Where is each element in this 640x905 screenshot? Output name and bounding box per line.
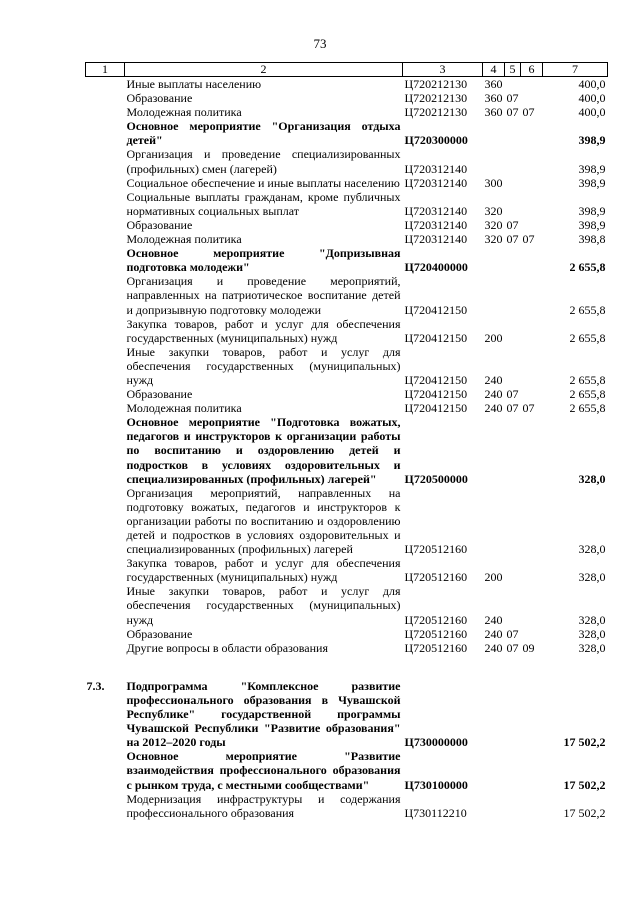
expense-type-code: 360 bbox=[484, 91, 503, 106]
expense-type-code: 240 bbox=[484, 387, 503, 402]
section-code bbox=[505, 77, 521, 92]
target-code: Ц720512160 bbox=[404, 542, 468, 557]
table-row bbox=[86, 415, 608, 485]
table-row bbox=[86, 627, 608, 641]
table-row bbox=[86, 486, 608, 556]
expense-type-code bbox=[483, 415, 505, 485]
expense-type-code bbox=[483, 246, 505, 274]
expense-name: Социальное обеспечение и иные выплаты населению bbox=[126, 175, 400, 190]
section-code bbox=[505, 147, 521, 175]
target-code: Ц720212130 bbox=[404, 77, 468, 91]
section-code bbox=[505, 119, 521, 147]
expense-name: Образование bbox=[126, 217, 193, 232]
expense-name: Организация и проведение мероприятий, направленных на патриотическое воспитание детей и допризывную подготовку молодежи bbox=[126, 274, 401, 317]
expense-name: Подпрограмма "Комплексное развитие профессионального образования в Чувашской Республике" государственной программы Чувашской Республики "Развитие образования" на 2012–2020 годы bbox=[126, 678, 401, 750]
target-code: Ц720412150 bbox=[404, 372, 468, 387]
amount: 17 502,2 bbox=[563, 805, 606, 820]
subsection-code: 07 bbox=[522, 401, 535, 416]
expense-type-code bbox=[483, 486, 505, 556]
amount: 400,0 bbox=[578, 91, 606, 106]
expense-name: Организация и проведение специализированных (профильных) смен (лагерей) bbox=[126, 147, 401, 176]
expense-type-code: 320 bbox=[484, 232, 503, 247]
row-spacer bbox=[86, 655, 608, 679]
table-row bbox=[86, 792, 608, 820]
section-code bbox=[505, 317, 521, 345]
table-row bbox=[86, 77, 608, 92]
expense-type-code: 240 bbox=[484, 626, 503, 641]
row-number bbox=[86, 415, 125, 485]
row-number bbox=[86, 641, 125, 655]
section-code: 07 bbox=[506, 105, 519, 120]
row-number bbox=[86, 317, 125, 345]
row-number bbox=[86, 274, 125, 316]
expense-name: Основное мероприятие "Организация отдыха детей" bbox=[126, 119, 401, 148]
row-number bbox=[86, 345, 125, 387]
expense-name: Образование bbox=[126, 626, 193, 641]
amount: 328,0 bbox=[578, 640, 606, 655]
row-number bbox=[86, 556, 125, 584]
section-code bbox=[505, 679, 521, 749]
table-row bbox=[86, 218, 608, 232]
section-code: 07 bbox=[506, 401, 519, 416]
amount: 398,9 bbox=[578, 133, 606, 148]
row-number bbox=[86, 105, 125, 119]
amount: 328,0 bbox=[578, 612, 606, 627]
table-row bbox=[86, 246, 608, 274]
expense-type-code: 360 bbox=[484, 77, 503, 91]
amount: 17 502,2 bbox=[563, 735, 606, 750]
expense-name: Иные выплаты населению bbox=[126, 77, 262, 91]
row-number bbox=[86, 749, 125, 791]
table-row bbox=[86, 556, 608, 584]
target-code: Ц720512160 bbox=[404, 570, 468, 585]
target-code: Ц720312140 bbox=[404, 232, 468, 247]
row-number bbox=[86, 792, 125, 820]
table-row bbox=[86, 641, 608, 655]
expense-name: Молодежная политика bbox=[126, 105, 242, 120]
amount: 328,0 bbox=[578, 542, 606, 557]
subsection-code bbox=[521, 415, 543, 485]
row-number bbox=[86, 91, 125, 105]
target-code: Ц720312140 bbox=[404, 203, 468, 218]
expense-type-code: 320 bbox=[484, 217, 503, 232]
table-row bbox=[86, 232, 608, 246]
expense-type-code bbox=[483, 119, 505, 147]
expense-type-code bbox=[483, 147, 505, 175]
expense-name: Молодежная политика bbox=[126, 232, 242, 247]
subsection-code bbox=[521, 91, 543, 105]
subsection-code bbox=[521, 190, 543, 218]
target-code: Ц720412150 bbox=[404, 387, 468, 402]
expense-name: Организация мероприятий, направленных на подготовку вожатых, педагогов и инструкторов к организации работы по воспитанию и оздоровлению детей и подростков в условиях оздоровительных и специализированных (профильных) лагерей bbox=[126, 485, 401, 557]
subsection-code bbox=[521, 584, 543, 626]
row-number: 7.3. bbox=[86, 678, 105, 693]
expense-type-code: 200 bbox=[484, 570, 503, 585]
subsection-code bbox=[521, 77, 543, 92]
table-body bbox=[86, 77, 608, 820]
subsection-code bbox=[521, 387, 543, 401]
row-number bbox=[86, 147, 125, 175]
amount: 328,0 bbox=[578, 626, 606, 641]
row-number bbox=[86, 584, 125, 626]
column-header-2: 2 bbox=[125, 63, 403, 77]
target-code: Ц720412150 bbox=[404, 401, 468, 416]
table-row bbox=[86, 345, 608, 387]
target-code: Ц720512160 bbox=[404, 640, 468, 655]
amount: 2 655,8 bbox=[569, 372, 606, 387]
target-code: Ц720512160 bbox=[404, 612, 468, 627]
target-code: Ц720312140 bbox=[404, 217, 468, 232]
amount: 398,9 bbox=[578, 161, 606, 176]
section-code bbox=[505, 345, 521, 387]
subsection-code bbox=[521, 218, 543, 232]
amount: 2 655,8 bbox=[569, 401, 606, 416]
section-code: 07 bbox=[506, 640, 519, 655]
row-number bbox=[86, 232, 125, 246]
target-code: Ц720412150 bbox=[404, 302, 468, 317]
target-code: Ц720300000 bbox=[404, 133, 468, 148]
target-code: Ц720212130 bbox=[404, 105, 468, 120]
table-row bbox=[86, 387, 608, 401]
expense-type-code bbox=[483, 274, 505, 316]
section-code bbox=[505, 246, 521, 274]
subsection-code bbox=[521, 556, 543, 584]
subsection-code: 07 bbox=[522, 232, 535, 247]
section-code: 07 bbox=[506, 232, 519, 247]
table-row bbox=[86, 401, 608, 415]
table-row bbox=[86, 91, 608, 105]
subsection-code bbox=[521, 486, 543, 556]
subsection-code bbox=[521, 147, 543, 175]
subsection-code bbox=[521, 274, 543, 316]
section-code: 07 bbox=[506, 217, 519, 232]
column-header-5: 5 bbox=[505, 63, 521, 77]
expense-name: Основное мероприятие "Развитие взаимодействия профессионального образования с рынком труда, с местными сообществами" bbox=[126, 749, 401, 792]
section-code bbox=[505, 556, 521, 584]
row-number bbox=[86, 627, 125, 641]
target-code: Ц720212130 bbox=[404, 91, 468, 106]
target-code: Ц720312140 bbox=[404, 175, 468, 190]
target-code: Ц730112210 bbox=[404, 805, 467, 820]
subsection-code bbox=[521, 246, 543, 274]
section-code bbox=[505, 749, 521, 791]
amount: 400,0 bbox=[578, 105, 606, 120]
target-code: Ц720500000 bbox=[404, 471, 468, 486]
row-number bbox=[86, 119, 125, 147]
amount: 2 655,8 bbox=[569, 302, 606, 317]
subsection-code bbox=[521, 345, 543, 387]
expense-name: Основное мероприятие "Допризывная подготовка молодежи" bbox=[126, 246, 401, 275]
expense-name: Иные закупки товаров, работ и услуг для обеспечения государственных (муниципальных) нужд bbox=[126, 344, 401, 387]
table-row bbox=[86, 679, 608, 749]
expense-type-code: 240 bbox=[484, 612, 503, 627]
column-header-4: 4 bbox=[483, 63, 505, 77]
amount: 400,0 bbox=[578, 77, 606, 91]
column-header-6: 6 bbox=[521, 63, 543, 77]
expense-name: Закупка товаров, работ и услуг для обеспечения государственных (муниципальных) нужд bbox=[126, 316, 401, 345]
subsection-code bbox=[521, 679, 543, 749]
table-row bbox=[86, 176, 608, 190]
subsection-code: 09 bbox=[522, 640, 535, 655]
section-code bbox=[505, 584, 521, 626]
expense-type-code: 300 bbox=[484, 175, 503, 190]
table-row bbox=[86, 274, 608, 316]
section-code bbox=[505, 274, 521, 316]
column-header-7: 7 bbox=[543, 63, 608, 77]
expense-name: Модернизация инфраструктуры и содержания профессионального образования bbox=[126, 791, 401, 820]
table-row bbox=[86, 190, 608, 218]
table-row bbox=[86, 584, 608, 626]
expense-name: Иные закупки товаров, работ и услуг для обеспечения государственных (муниципальных) нужд bbox=[126, 584, 401, 627]
row-number bbox=[86, 387, 125, 401]
amount: 398,9 bbox=[578, 175, 606, 190]
budget-table bbox=[85, 62, 608, 820]
target-code: Ц720512160 bbox=[404, 626, 468, 641]
subsection-code bbox=[521, 176, 543, 190]
target-code: Ц730000000 bbox=[404, 735, 468, 750]
section-code: 07 bbox=[506, 626, 519, 641]
expense-name: Основное мероприятие "Подготовка вожатых, педагогов и инструкторов к организации работы по воспитанию и оздоровлению детей и подростков в условиях оздоровительных и специализированных (профильных) лагерей" bbox=[126, 415, 401, 486]
row-number bbox=[86, 401, 125, 415]
amount: 398,9 bbox=[578, 217, 606, 232]
target-code: Ц720400000 bbox=[404, 260, 468, 275]
section-code bbox=[505, 486, 521, 556]
amount: 398,9 bbox=[578, 203, 606, 218]
row-number bbox=[86, 77, 125, 92]
column-header-3: 3 bbox=[403, 63, 483, 77]
table-header-row bbox=[86, 63, 608, 77]
row-number bbox=[86, 218, 125, 232]
expense-name: Молодежная политика bbox=[126, 401, 242, 416]
section-code bbox=[505, 190, 521, 218]
amount: 2 655,8 bbox=[569, 330, 606, 345]
row-number bbox=[86, 176, 125, 190]
subsection-code bbox=[521, 627, 543, 641]
amount: 328,0 bbox=[578, 570, 606, 585]
expense-type-code bbox=[483, 679, 505, 749]
amount: 328,0 bbox=[578, 471, 606, 486]
table-row bbox=[86, 147, 608, 175]
row-number bbox=[86, 246, 125, 274]
expense-type-code: 240 bbox=[484, 401, 503, 416]
table-row bbox=[86, 749, 608, 791]
expense-name: Закупка товаров, работ и услуг для обеспечения государственных (муниципальных) нужд bbox=[126, 556, 401, 585]
expense-type-code: 360 bbox=[484, 105, 503, 120]
expense-type-code bbox=[483, 749, 505, 791]
expense-name: Образование bbox=[126, 91, 193, 106]
section-code: 07 bbox=[506, 91, 519, 106]
expense-type-code: 240 bbox=[484, 640, 503, 655]
table-row bbox=[86, 317, 608, 345]
amount: 398,8 bbox=[578, 232, 606, 247]
table-row bbox=[86, 105, 608, 119]
expense-type-code: 240 bbox=[484, 372, 503, 387]
row-number bbox=[86, 190, 125, 218]
expense-name: Социальные выплаты гражданам, кроме публичных нормативных социальных выплат bbox=[126, 189, 401, 218]
section-code: 07 bbox=[506, 387, 519, 402]
target-code: Ц720412150 bbox=[404, 330, 468, 345]
subsection-code bbox=[521, 119, 543, 147]
expense-name: Образование bbox=[126, 387, 193, 402]
row-number bbox=[86, 486, 125, 556]
expense-type-code: 320 bbox=[484, 203, 503, 218]
subsection-code: 07 bbox=[522, 105, 535, 120]
section-code bbox=[505, 176, 521, 190]
amount: 17 502,2 bbox=[563, 777, 606, 792]
page-number: 73 bbox=[313, 36, 327, 51]
expense-type-code: 200 bbox=[484, 330, 503, 345]
subsection-code bbox=[521, 317, 543, 345]
section-code bbox=[505, 415, 521, 485]
column-header-1: 1 bbox=[86, 63, 125, 77]
section-code bbox=[505, 792, 521, 820]
amount: 2 655,8 bbox=[569, 387, 606, 402]
target-code: Ц730100000 bbox=[404, 777, 468, 792]
target-code: Ц720312140 bbox=[404, 161, 468, 176]
expense-name: Другие вопросы в области образования bbox=[126, 640, 328, 655]
subsection-code bbox=[521, 792, 543, 820]
table-row bbox=[86, 119, 608, 147]
amount: 2 655,8 bbox=[569, 260, 606, 275]
subsection-code bbox=[521, 749, 543, 791]
expense-type-code bbox=[483, 792, 505, 820]
